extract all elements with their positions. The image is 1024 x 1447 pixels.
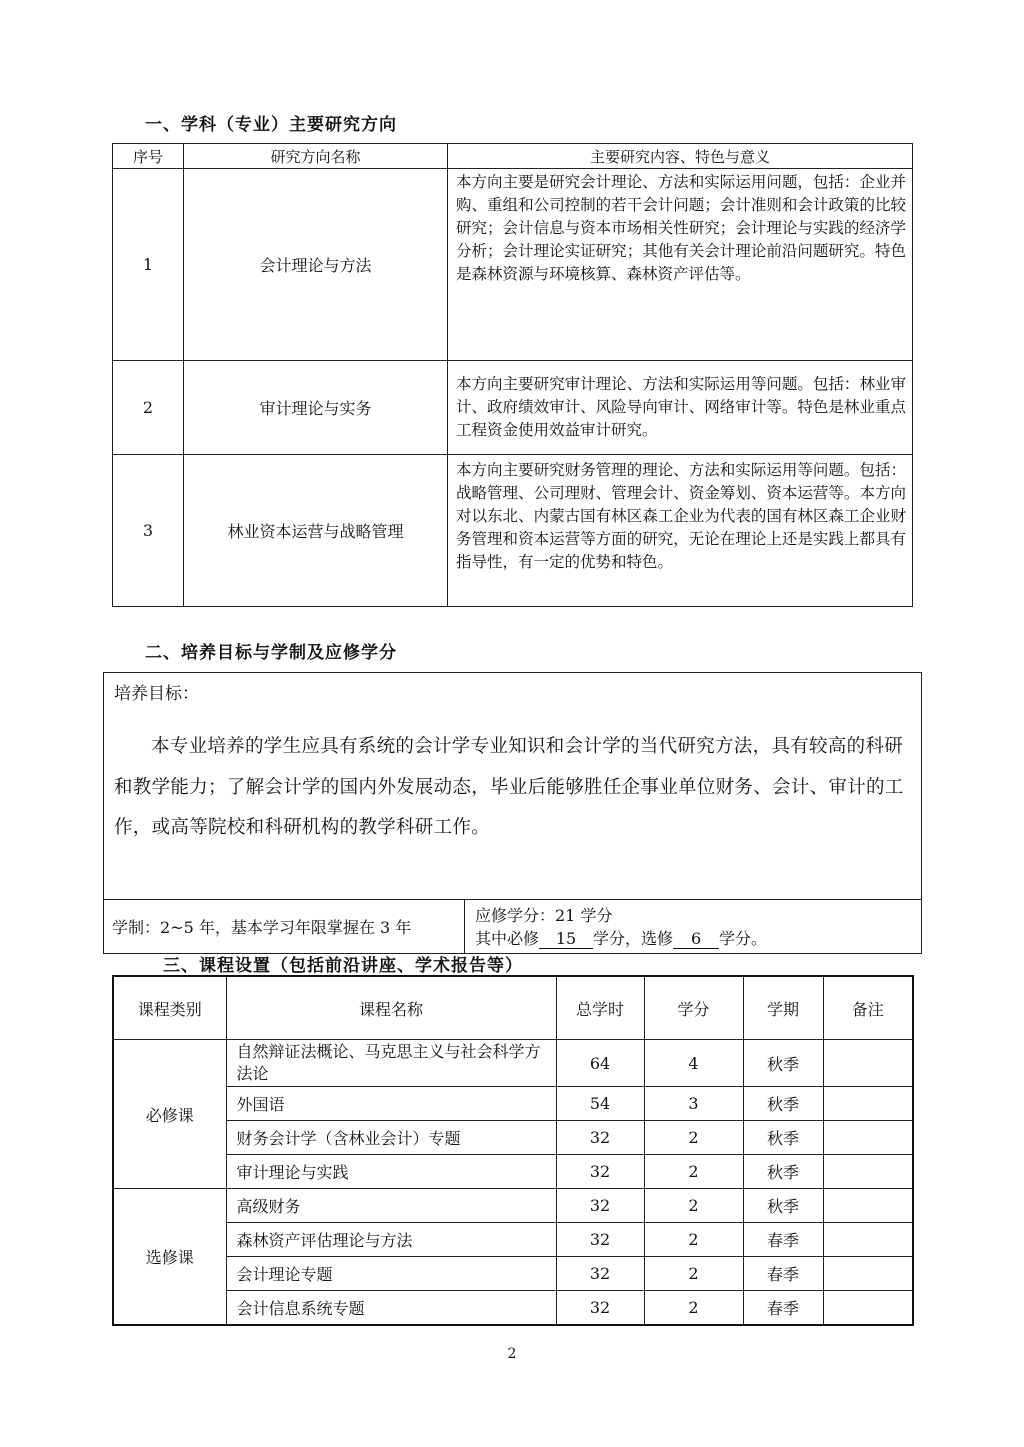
course-name: 财务会计学（含林业会计）专题: [226, 1121, 556, 1155]
header-content: 主要研究内容、特色与意义: [448, 144, 913, 169]
course-hours: 32: [556, 1223, 644, 1257]
course-name: 森林资产评估理论与方法: [226, 1223, 556, 1257]
course-note: [823, 1291, 913, 1326]
header-credits: 学分: [644, 976, 743, 1040]
page-number: 2: [507, 1346, 517, 1362]
row-no: 1: [113, 169, 184, 361]
course-term: 秋季: [743, 1040, 823, 1087]
course-note: [823, 1223, 913, 1257]
table-row: [113, 169, 913, 361]
course-name: 审计理论与实践: [226, 1155, 556, 1189]
course-hours: 32: [556, 1291, 644, 1326]
header-direction-name: 研究方向名称: [184, 144, 448, 169]
course-name: 会计信息系统专题: [226, 1291, 556, 1326]
header-category: 课程类别: [113, 976, 226, 1040]
credits-breakdown: [475, 927, 911, 950]
course-name: 高级财务: [226, 1189, 556, 1223]
elective-credits: 6: [673, 930, 719, 949]
row-direction-name: 会计理论与方法: [184, 169, 448, 361]
table-row: [113, 1291, 913, 1326]
table-row: [113, 1223, 913, 1257]
course-note: [823, 1257, 913, 1291]
category-elective: 选修课: [113, 1189, 226, 1326]
course-term: 春季: [743, 1223, 823, 1257]
table-header-row: [113, 976, 913, 1040]
table-row: [113, 361, 913, 455]
training-goal-box: [103, 672, 922, 954]
course-credits: 2: [644, 1189, 743, 1223]
course-hours: 64: [556, 1040, 644, 1087]
course-credits: 2: [644, 1121, 743, 1155]
section3-heading: 三、课程设置（包括前沿讲座、学术报告等）: [163, 956, 523, 976]
goal-text: 本专业培养的学生应具有系统的会计学专业知识和会计学的当代研究方法，具有较高的科研和教学能力；了解会计学的国内外发展动态，毕业后能够胜任企事业单位财务、会计、审计的工作，或高等院校和科研机构的教学科研工作。: [114, 736, 904, 838]
table-row: [113, 1189, 913, 1223]
row-content: 本方向主要研究财务管理的理论、方法和实际运用等问题。包括：战略管理、公司理财、管理会计、资金筹划、资本运营等。本方向对以东北、内蒙古国有林区森工企业为代表的国有林区森工企业财务管理和资本运营等方面的研究，无论在理论上还是实践上都具有指导性，有一定的优势和特色。: [448, 455, 913, 607]
course-table: [112, 975, 914, 1326]
header-term: 学期: [743, 976, 823, 1040]
course-credits: 3: [644, 1087, 743, 1121]
credits-total: 应修学分：21 学分: [475, 905, 613, 925]
course-note: [823, 1155, 913, 1189]
table-header-row: [113, 144, 913, 169]
credits-cell: [465, 900, 922, 954]
course-name: 会计理论专题: [226, 1257, 556, 1291]
course-term: 秋季: [743, 1121, 823, 1155]
course-credits: 2: [644, 1257, 743, 1291]
header-course-name: 课程名称: [226, 976, 556, 1040]
credits-mid: 学分，选修: [593, 928, 674, 948]
table-row: [113, 1121, 913, 1155]
row-content: 本方向主要研究审计理论、方法和实际运用等问题。包括：林业审计、政府绩效审计、风险导向审计、网络审计等。特色是林业重点工程资金使用效益审计研究。: [448, 361, 913, 455]
course-hours: 54: [556, 1087, 644, 1121]
credits-suffix: 学分。: [719, 928, 768, 948]
course-credits: 2: [644, 1155, 743, 1189]
table-row: [113, 1087, 913, 1121]
required-credits: 15: [539, 930, 593, 949]
goal-label: 培养目标：: [114, 684, 199, 704]
course-note: [823, 1087, 913, 1121]
course-name: 外国语: [226, 1087, 556, 1121]
course-name: 自然辩证法概论、马克思主义与社会科学方法论: [226, 1040, 556, 1087]
header-note: 备注: [823, 976, 913, 1040]
course-term: 秋季: [743, 1189, 823, 1223]
course-credits: 4: [644, 1040, 743, 1087]
header-no: 序号: [113, 144, 184, 169]
row-no: 2: [113, 361, 184, 455]
credits-prefix: 其中必修: [475, 928, 540, 948]
course-note: [823, 1189, 913, 1223]
row-content: 本方向主要是研究会计理论、方法和实际运用问题，包括：企业并购、重组和公司控制的若干会计问题；会计准则和会计政策的比较研究；会计信息与资本市场相关性研究；会计理论与实践的经济学分析；会计理论实证研究；其他有关会计理论前沿问题研究。特色是森林资源与环境核算、森林资产评估等。: [448, 169, 913, 361]
header-hours: 总学时: [556, 976, 644, 1040]
table-row: [113, 1040, 913, 1087]
section2-heading: 二、培养目标与学制及应修学分: [145, 643, 397, 663]
study-system: 学制：2~5 年，基本学习年限掌握在 3 年: [104, 900, 465, 954]
section1-heading: 一、学科（专业）主要研究方向: [145, 115, 397, 135]
course-hours: 32: [556, 1121, 644, 1155]
row-direction-name: 林业资本运营与战略管理: [184, 455, 448, 607]
table-row: [113, 1257, 913, 1291]
category-required: 必修课: [113, 1040, 226, 1189]
table-row: [113, 1155, 913, 1189]
course-hours: 32: [556, 1257, 644, 1291]
row-no: 3: [113, 455, 184, 607]
course-term: 秋季: [743, 1087, 823, 1121]
course-term: 春季: [743, 1257, 823, 1291]
row-direction-name: 审计理论与实务: [184, 361, 448, 455]
course-hours: 32: [556, 1155, 644, 1189]
course-credits: 2: [644, 1223, 743, 1257]
table-row: [113, 455, 913, 607]
course-term: 秋季: [743, 1155, 823, 1189]
course-note: [823, 1040, 913, 1087]
course-term: 春季: [743, 1291, 823, 1326]
course-note: [823, 1121, 913, 1155]
research-directions-table: [112, 143, 913, 607]
course-credits: 2: [644, 1291, 743, 1326]
course-hours: 32: [556, 1189, 644, 1223]
goal-cell: [104, 673, 922, 900]
